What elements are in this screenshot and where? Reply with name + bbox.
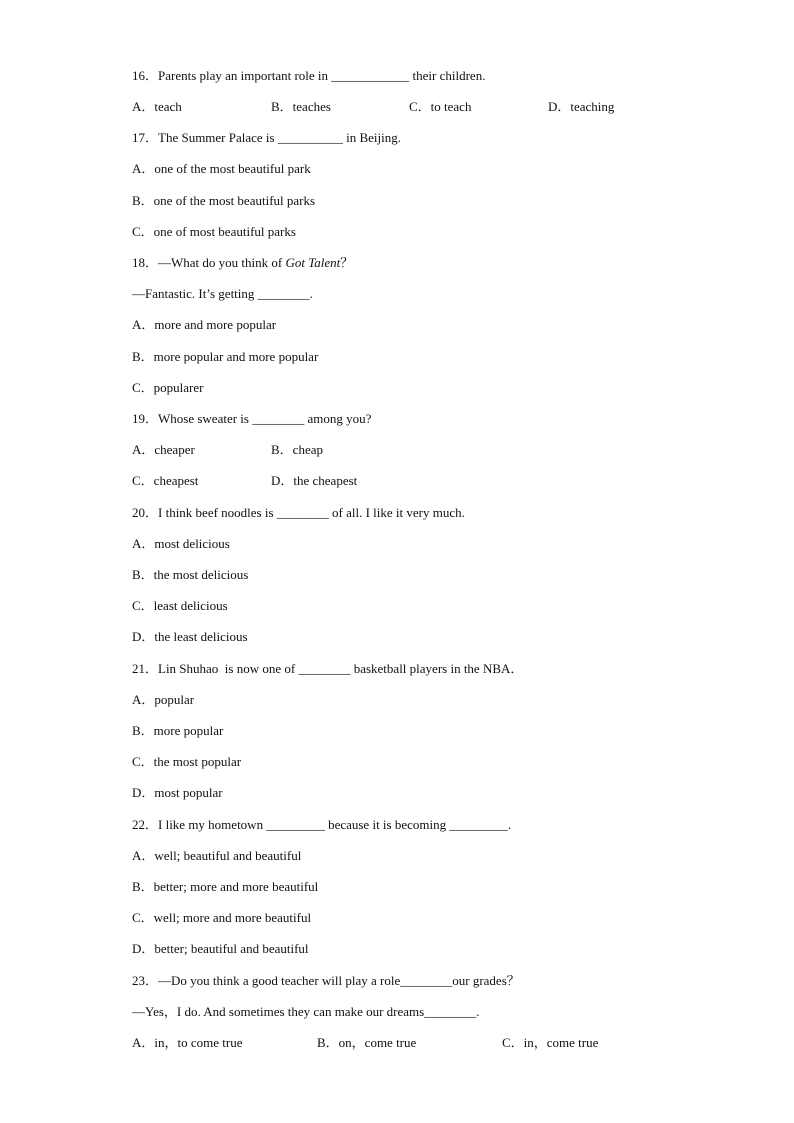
question-18-show-title: Got Talent [285,255,341,270]
question-20-option-d: D．the least delicious [132,629,248,644]
question-18-option-c: C．popularer [132,380,204,395]
question-20-stem: 20．I think beef noodles is ________ of all. I like it very much. [132,505,465,520]
question-19-option-d: D．the cheapest [271,473,358,488]
question-18-stem-end: ？ [340,255,354,270]
question-22-option-a: A．well; beautiful and beautiful [132,848,302,863]
question-18-reply: —Fantastic. It’s getting ________. [132,286,313,301]
question-19-option-b: B．cheap [271,442,323,457]
question-19-stem: 19．Whose sweater is ________ among you? [132,411,372,426]
question-20-option-b: B．the most delicious [132,567,249,582]
question-20-option-c: C．least delicious [132,598,228,613]
question-23-option-b: B．on，come true [317,1035,417,1050]
question-21-option-d: D．most popular [132,785,223,800]
question-23-stem: 23．—Do you think a good teacher will play a role________our grades？ [132,973,520,988]
question-16-option-c: C．to teach [409,99,472,114]
question-16-option-a: A．teach [132,99,182,114]
question-18-stem [132,255,353,271]
question-21-stem: 21．Lin Shuhao is now one of ________ basketball players in the NBA． [132,661,524,676]
question-17-option-b: B．one of the most beautiful parks [132,193,316,208]
question-17-stem: 17．The Summer Palace is __________ in Beijing. [132,130,401,145]
question-17-option-a: A．one of the most beautiful park [132,161,311,176]
question-22-option-c: C．well; more and more beautiful [132,910,312,925]
question-21-option-b: B．more popular [132,723,224,738]
question-22-option-d: D．better; beautiful and beautiful [132,941,309,956]
question-21-option-a: A．popular [132,692,195,707]
question-17-option-c: C．one of most beautiful parks [132,224,296,239]
question-23-option-a: A．in，to come true [132,1035,243,1050]
question-19-option-c: C．cheapest [132,473,199,488]
question-20-option-a: A．most delicious [132,536,230,551]
question-21-option-c: C．the most popular [132,754,242,769]
question-19-option-a: A．cheaper [132,442,195,457]
question-18-option-b: B．more popular and more popular [132,349,319,364]
question-22-stem: 22．I like my hometown _________ because it is becoming _________. [132,817,512,832]
question-22-option-b: B．better; more and more beautiful [132,879,319,894]
question-23-option-c: C．in，come true [502,1035,599,1050]
question-16-option-b: B．teaches [271,99,331,114]
question-16-option-d: D．teaching [548,99,615,114]
question-18-option-a: A．more and more popular [132,317,277,332]
question-16-stem: 16．Parents play an important role in ____________ their children. [132,68,486,83]
question-23-reply: —Yes，I do. And sometimes they can make our dreams________. [132,1004,480,1019]
question-18-stem-start: 18．—What do you think of [132,255,286,270]
